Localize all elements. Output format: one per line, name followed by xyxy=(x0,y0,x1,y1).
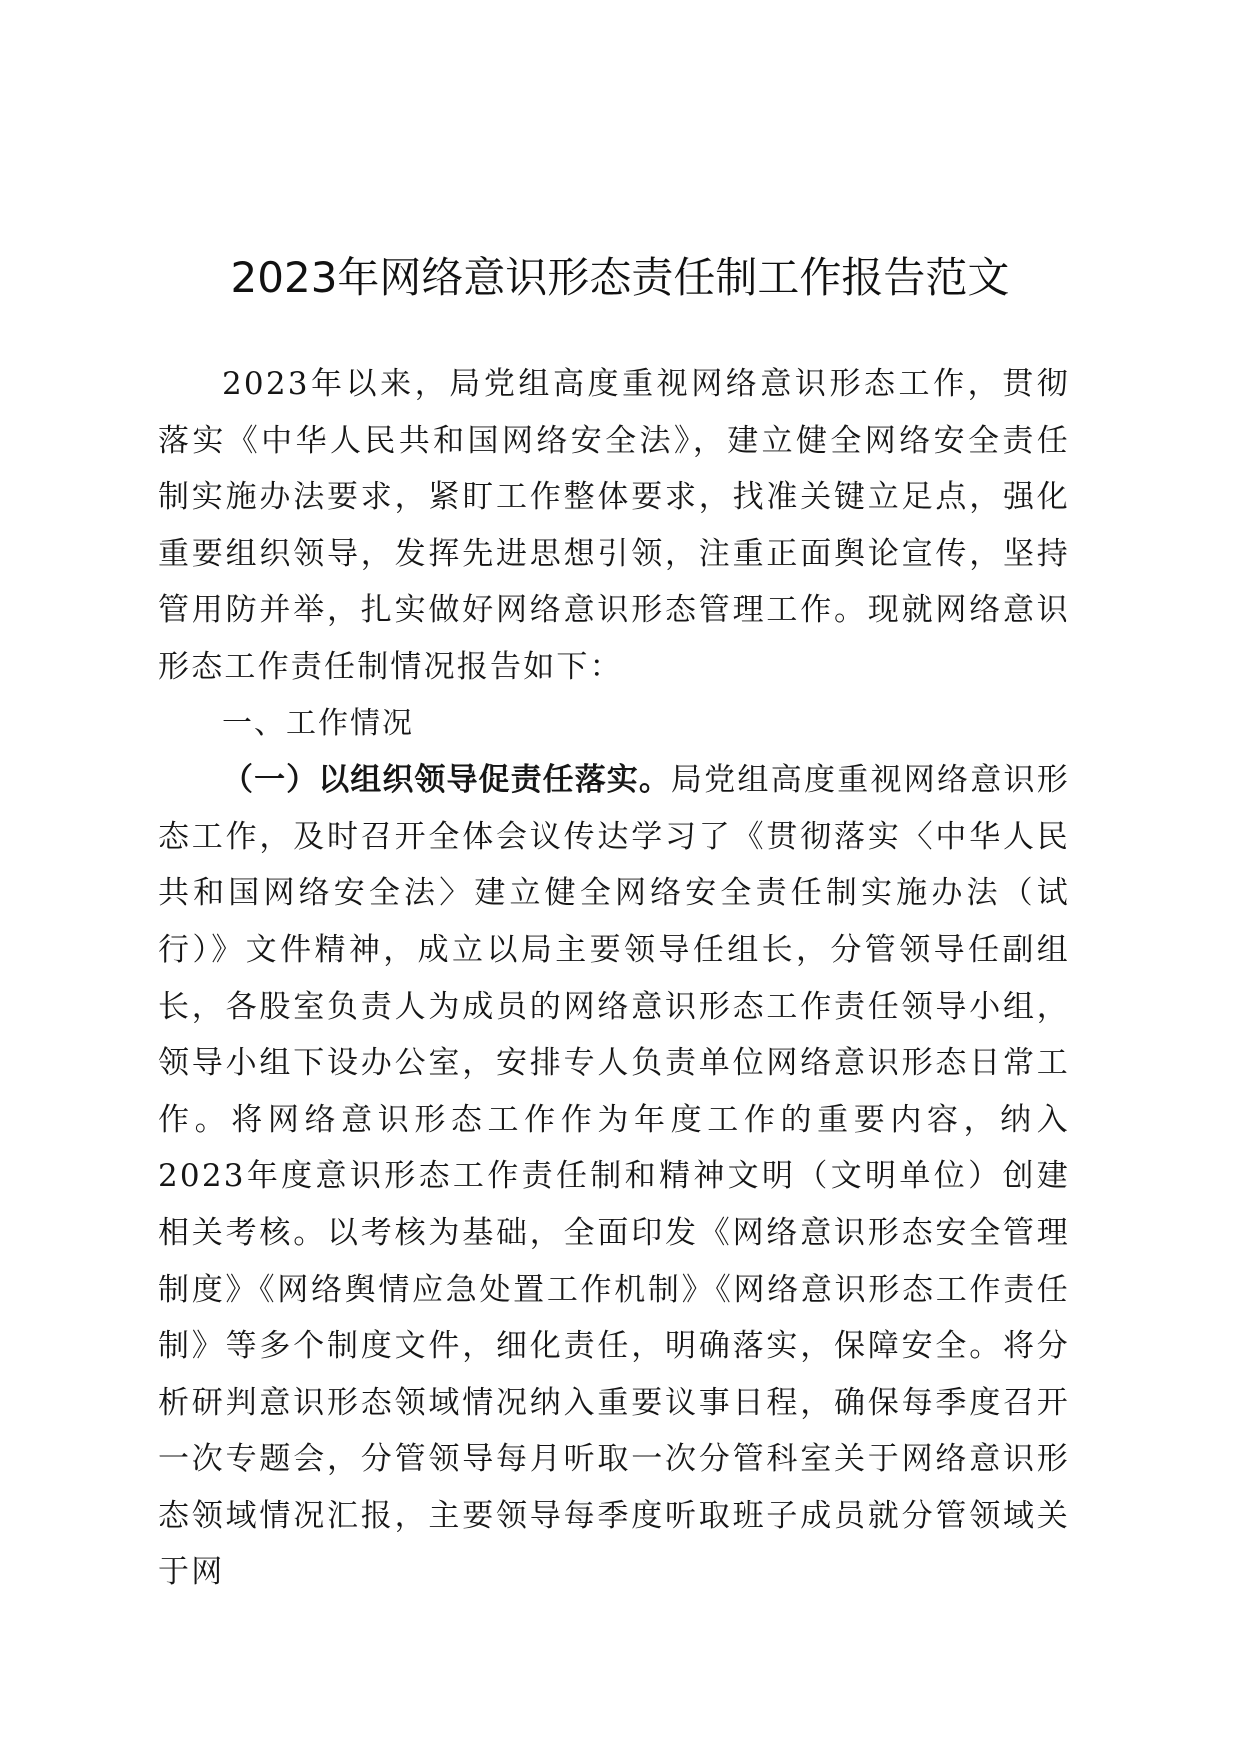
subsection-body: 局党组高度重视网络意识形态工作，及时召开全体会议传达学习了《贯彻落实〈中华人民共和国网络安全法〉建立健全网络安全责任制实施办法（试行）》文件精神，成立以局主要领导任组长，分管领导任副组长，各股室负责人为成员的网络意识形态工作责任领导小组，领导小组下设办公室，安排专人负责单位网络意识形态日常工作。将网络意识形态工作作为年度工作的重要内容，纳入2023年度意识形态工作责任制和精神文明（文明单位）创建相关考核。以考核为基础，全面印发《网络意识形态安全管理制度》《网络舆情应急处置工作机制》《网络意识形态工作责任制》等多个制度文件，细化责任，明确落实，保障安全。将分析研判意识形态领域情况纳入重要议事日程，确保每季度召开一次专题会，分管领导每月听取一次分管科室关于网络意识形态领域情况汇报，主要领导每季度听取班子成员就分管领域关于网 xyxy=(158,762,1071,1591)
document-title: 2023年网络意识形态责任制工作报告范文 xyxy=(230,253,1010,302)
subsection-lead: （一）以组织领导促责任落实。 xyxy=(222,762,671,799)
subsection-paragraph xyxy=(158,752,1070,1601)
document-body xyxy=(158,356,1070,1601)
section-heading: 一、工作情况 xyxy=(222,705,414,741)
intro-paragraph: 2023年以来，局党组高度重视网络意识形态工作，贯彻落实《中华人民共和国网络安全法》，建立健全网络安全责任制实施办法要求，紧盯工作整体要求，找准关键立足点，强化重要组织领导，发挥先进思想引领，注重正面舆论宣传，坚持管用防并举，扎实做好网络意识形态管理工作。现就网络意识形态工作责任制情况报告如下： xyxy=(158,366,1070,685)
